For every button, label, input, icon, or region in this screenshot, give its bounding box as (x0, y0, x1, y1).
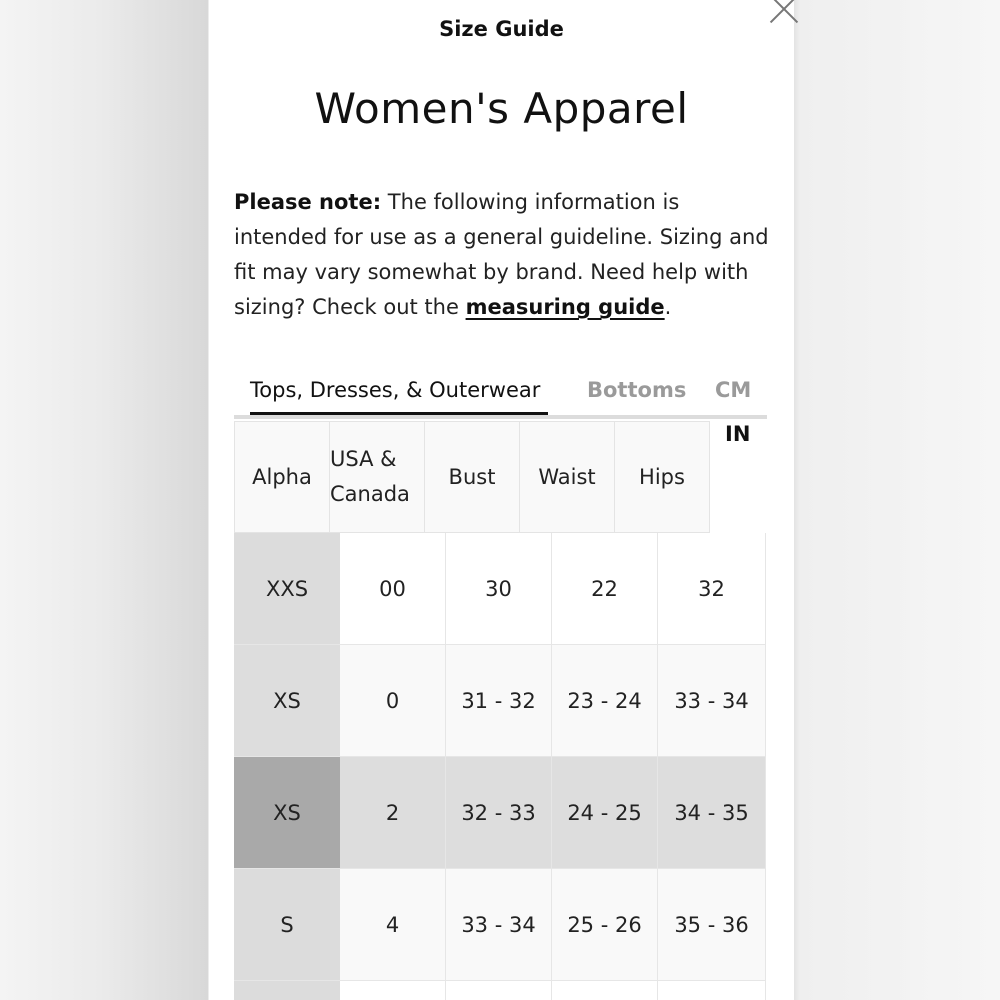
waist-cell (552, 981, 658, 1000)
measuring-guide-link[interactable]: measuring guide (465, 295, 665, 319)
hips-cell: 32 (658, 533, 766, 645)
table-row (234, 757, 767, 869)
size-category-tabs (234, 378, 767, 420)
waist-cell: 23 - 24 (552, 645, 658, 757)
tabs-divider (234, 415, 767, 419)
header-bust: Bust (424, 421, 520, 533)
unit-toggle-in[interactable]: IN (725, 422, 751, 446)
table-row (234, 981, 767, 1000)
alpha-cell: XXS (234, 533, 341, 645)
header-waist: Waist (519, 421, 615, 533)
bust-cell: 30 (446, 533, 552, 645)
hips-cell (658, 981, 766, 1000)
modal-title: Size Guide (439, 17, 564, 41)
alpha-cell: XS (234, 645, 341, 757)
table-row (234, 645, 767, 757)
alpha-cell: S (234, 869, 341, 981)
header-hips: Hips (614, 421, 710, 533)
table-row (234, 533, 767, 645)
table-row (234, 869, 767, 981)
alpha-cell (234, 981, 341, 1000)
usa-cell: 0 (340, 645, 446, 757)
waist-cell: 25 - 26 (552, 869, 658, 981)
header-usa-canada: USA & Canada (329, 421, 425, 533)
page-title: Women's Apparel (314, 84, 689, 133)
bust-cell (446, 981, 552, 1000)
bust-cell: 31 - 32 (446, 645, 552, 757)
close-icon[interactable] (765, 0, 797, 26)
size-guide-modal (209, 0, 794, 1000)
alpha-cell: XS (234, 757, 341, 869)
header-alpha: Alpha (234, 421, 330, 533)
size-note (234, 185, 774, 325)
tab-bottoms[interactable]: Bottoms (587, 378, 687, 402)
tab-tops-dresses-outerwear[interactable]: Tops, Dresses, & Outerwear (250, 378, 541, 402)
usa-cell: 00 (340, 533, 446, 645)
note-end: . (664, 295, 672, 319)
hips-cell: 35 - 36 (658, 869, 766, 981)
hips-cell: 33 - 34 (658, 645, 766, 757)
usa-cell: 2 (340, 757, 446, 869)
note-label: Please note: (234, 190, 382, 214)
note-text: The following information is intended for use as a general guideline. Sizing and fit may vary somewhat by brand. Need help with sizing? Check out the (234, 190, 769, 319)
usa-cell: 4 (340, 869, 446, 981)
bust-cell: 33 - 34 (446, 869, 552, 981)
waist-cell: 24 - 25 (552, 757, 658, 869)
hips-cell: 34 - 35 (658, 757, 766, 869)
bust-cell: 32 - 33 (446, 757, 552, 869)
usa-cell (340, 981, 446, 1000)
waist-cell: 22 (552, 533, 658, 645)
unit-toggle-cm[interactable]: CM (715, 378, 752, 402)
